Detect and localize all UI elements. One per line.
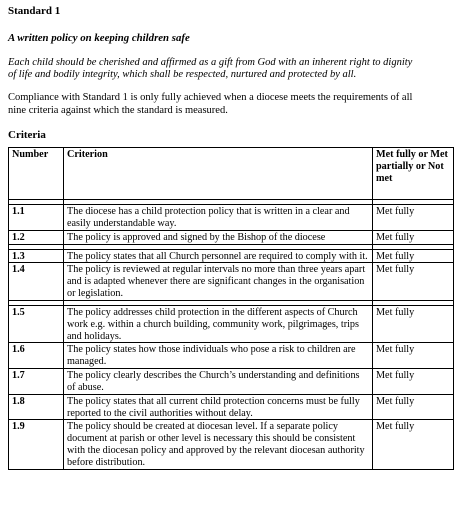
criterion-number: 1.4: [9, 263, 64, 300]
criterion-status: Met fully: [373, 394, 454, 420]
header-status: Met fully or Met partially or Not met: [373, 148, 454, 200]
criterion-status: Met fully: [373, 369, 454, 395]
criterion-number: 1.9: [9, 420, 64, 469]
criterion-status: Met fully: [373, 249, 454, 263]
table-row: [9, 230, 454, 244]
criterion-number: 1.6: [9, 343, 64, 369]
table-header-row: [9, 148, 454, 200]
header-criterion: Criterion: [64, 148, 373, 200]
criterion-number: 1.3: [9, 249, 64, 263]
table-row: [9, 205, 454, 231]
table-row: [9, 343, 454, 369]
table-row: [9, 420, 454, 469]
criterion-text: The policy is reviewed at regular intervals no more than three years apart and is adapted whenever there are significant changes in the organisation or legislation.: [64, 263, 373, 300]
standard-subheading: A written policy on keeping children safe: [8, 31, 190, 44]
criterion-status: Met fully: [373, 305, 454, 342]
criterion-number: 1.7: [9, 369, 64, 395]
table-row: [9, 305, 454, 342]
criteria-heading: Criteria: [8, 129, 46, 142]
principle-statement: Each child should be cherished and affirmed as a gift from God with an inherent right to dignity of life and bodily integrity, which shall be respected, nurtured and protected by all.: [8, 56, 413, 81]
table-row: [9, 263, 454, 300]
header-number: Number: [9, 148, 64, 200]
criterion-number: 1.1: [9, 205, 64, 231]
criterion-text: The policy should be created at diocesan level. If a separate policy document at parish or other level is necessary this should be consistent with the diocesan policy and approved by the relevant diocesan authority before distribution.: [64, 420, 373, 469]
criteria-table: [8, 147, 454, 470]
criterion-text: The policy clearly describes the Church’s understanding and definitions of abuse.: [64, 369, 373, 395]
criterion-status: Met fully: [373, 420, 454, 469]
criterion-status: Met fully: [373, 343, 454, 369]
criterion-text: The policy states that all Church personnel are required to comply with it.: [64, 249, 373, 263]
standard-heading: Standard 1: [8, 5, 61, 17]
criterion-text: The policy states how those individuals who pose a risk to children are managed.: [64, 343, 373, 369]
criterion-number: 1.5: [9, 305, 64, 342]
criterion-number: 1.2: [9, 230, 64, 244]
criterion-status: Met fully: [373, 230, 454, 244]
criterion-text: The policy states that all current child protection concerns must be fully reported to the civil authorities without delay.: [64, 394, 373, 420]
criterion-status: Met fully: [373, 263, 454, 300]
compliance-statement: Compliance with Standard 1 is only fully achieved when a diocese meets the requirements of all nine criteria against which the standard is measured.: [8, 92, 413, 116]
criterion-text: The diocese has a child protection policy that is written in a clear and easily understandable way.: [64, 205, 373, 231]
table-row: [9, 394, 454, 420]
criterion-text: The policy addresses child protection in the different aspects of Church work e.g. within a church building, community work, pilgrimages, trips and holidays.: [64, 305, 373, 342]
criterion-text: The policy is approved and signed by the Bishop of the diocese: [64, 230, 373, 244]
criterion-status: Met fully: [373, 205, 454, 231]
table-row: [9, 249, 454, 263]
table-row: [9, 369, 454, 395]
criterion-number: 1.8: [9, 394, 64, 420]
